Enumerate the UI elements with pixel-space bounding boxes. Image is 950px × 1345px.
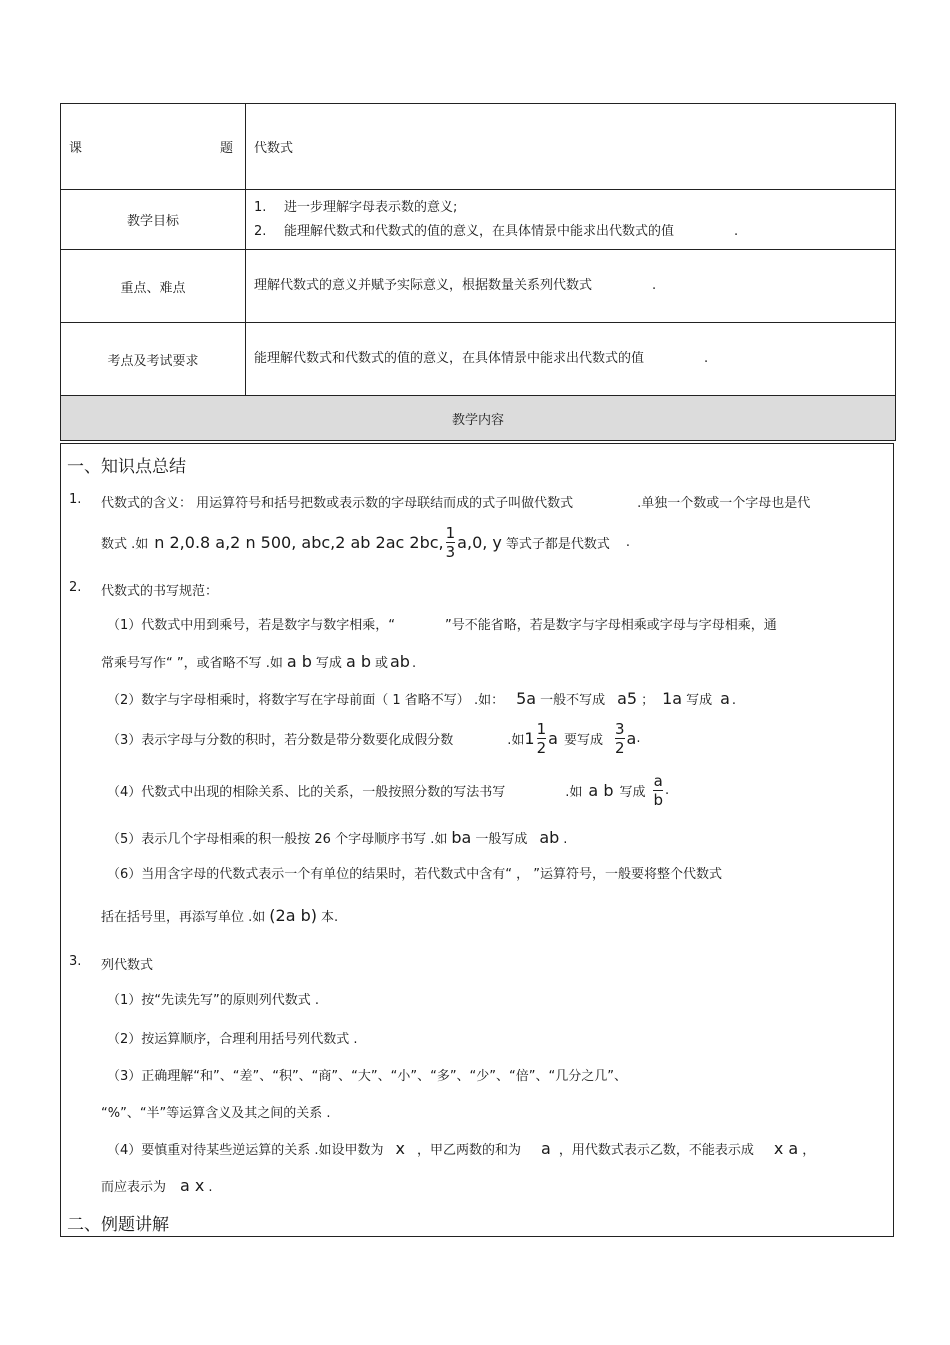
goals-label: 教学目标 xyxy=(61,190,246,249)
rule-1-text-f: . xyxy=(411,656,417,671)
topic-label xyxy=(61,104,246,189)
row-exam-requirements xyxy=(61,323,895,396)
topic-value xyxy=(246,104,895,189)
rule-4-text-d: . xyxy=(665,783,670,798)
rule-3-math-a: a xyxy=(548,729,558,748)
item-1-math-2: a,0, y xyxy=(457,533,502,552)
rule-1-math-2: a b xyxy=(345,652,371,671)
rule-5-text-c: . xyxy=(563,832,568,847)
exam-dot: . xyxy=(704,351,709,366)
teaching-content-box xyxy=(60,443,894,1237)
step-4-text-b: ，甲乙两数的和为 xyxy=(417,1143,522,1158)
topic-text: 代数式 xyxy=(254,141,294,156)
frac-den: 2 xyxy=(536,739,547,757)
rule-6-line-a: （6）当用含字母的代数式表示一个有单位的结果时，若代数式中含有“ ， ”运算符号，一般要将整个代数式 xyxy=(107,867,723,882)
rule-2-math-4: a xyxy=(720,689,730,708)
row-key-points xyxy=(61,250,895,323)
fraction-a-over-b xyxy=(653,772,663,809)
fraction-three-halves xyxy=(615,720,625,757)
rule-2-text-b: 一般不写成 xyxy=(540,693,606,708)
frac-num: a xyxy=(653,772,663,790)
goal-1-num: 1. xyxy=(254,199,267,215)
rule-4-math: a b xyxy=(588,781,614,800)
rule-1-text-d: 写成 xyxy=(315,656,342,671)
rule-4-text-b: .如 xyxy=(565,785,583,800)
rule-6-math: (2a b) xyxy=(269,906,317,925)
goal-item-1 xyxy=(254,196,895,220)
item-2-num: 2. xyxy=(69,580,82,595)
rule-3-text-d: . xyxy=(636,731,641,746)
step-4-math-1: x xyxy=(395,1139,406,1158)
step-1: （1）按“先读先写”的原则列代数式 . xyxy=(107,993,320,1008)
step-4-line-b xyxy=(101,1176,213,1195)
frac-num: 3 xyxy=(614,720,625,738)
goal-1-text: 进一步理解字母表示数的意义; xyxy=(284,199,458,215)
rule-1-line-b xyxy=(101,652,416,671)
exam-text: 能理解代数式和代数式的值的意义，在具体情景中能求出代数式的值 xyxy=(254,351,645,366)
item-3-text: 列代数式 xyxy=(101,958,154,973)
item-1-text-a: 代数式的含义： 用运算符号和括号把数或表示数的字母联结而成的式子叫做代数式 xyxy=(101,496,574,511)
item-1-line-b xyxy=(101,524,630,561)
step-3-line-a: （3）正确理解“和”、“差”、“积”、“商”、“大”、“小”、“多”、“少”、“倍”、“几分之几”、 xyxy=(107,1069,627,1084)
rule-1-math-1: a b xyxy=(286,652,312,671)
goal-item-2 xyxy=(254,220,895,244)
step-4-text-e: 而应表示为 xyxy=(101,1180,167,1195)
rule-6-line-b xyxy=(101,906,338,925)
row-topic xyxy=(61,104,895,190)
goal-2-text: 能理解代数式和代数式的值的意义，在具体情景中能求出代数式的值 xyxy=(284,223,675,239)
item-1-text-d: 等式子都是代数式 xyxy=(505,537,610,552)
section-heading-1: 一、知识点总结 xyxy=(67,457,186,477)
lesson-header-table xyxy=(60,103,896,441)
step-4-text-c: ，用代数式表示乙数，不能表示成 xyxy=(558,1143,754,1158)
rule-5-text-a: （5）表示几个字母相乘的积一般按 26 个字母顺序书写 .如 xyxy=(107,832,448,847)
key-points-text: 理解代数式的意义并赋予实际意义，根据数量关系列代数式 xyxy=(254,278,593,293)
step-4-line-a xyxy=(107,1139,815,1158)
topic-label-b: 题 xyxy=(219,141,233,156)
frac-den: 3 xyxy=(445,543,456,561)
frac-num: 1 xyxy=(536,720,547,738)
rule-5-line xyxy=(107,828,567,847)
rule-2-text-e: . xyxy=(731,693,737,708)
rule-2-line xyxy=(107,689,736,708)
item-2-text: 代数式的书写规范： xyxy=(101,584,219,599)
key-points-label: 重点、难点 xyxy=(61,250,246,322)
rule-3-math-a2: a xyxy=(626,729,637,748)
item-1-line-a xyxy=(101,492,810,511)
key-points-dot: . xyxy=(652,278,657,293)
goals-value xyxy=(246,190,895,249)
goal-2-num: 2. xyxy=(254,223,267,239)
rule-3-text-a: （3）表示字母与分数的积时，若分数是带分数要化成假分数 xyxy=(107,733,454,748)
item-1-text-e: . xyxy=(625,535,631,550)
rule-3-line xyxy=(107,720,640,757)
rule-6-text-b: 括在括号里，再添写单位 .如 xyxy=(101,910,266,925)
exam-label: 考点及考试要求 xyxy=(61,323,246,395)
item-1-math: n 2,0.8 a,2 n 500, abc,2 ab 2ac 2bc, xyxy=(154,533,444,552)
row-goals xyxy=(61,190,895,250)
rule-2-text-c: ； xyxy=(641,693,655,708)
frac-num: 1 xyxy=(445,524,456,542)
frac-den: b xyxy=(653,791,664,809)
rule-3-text-b: .如 xyxy=(507,733,525,748)
rule-6-text-c: 本. xyxy=(320,910,339,925)
rule-2-math-1: 5a xyxy=(516,689,537,708)
rule-1-text-b: ”号不能省略，若是数字与字母相乘或字母与字母相乘，通 xyxy=(445,618,777,633)
step-4-text-a: （4）要慎重对待某些逆运算的关系 .如设甲数为 xyxy=(107,1143,384,1158)
fraction-one-third xyxy=(446,524,456,561)
rule-5-text-b: 一般写成 xyxy=(475,832,528,847)
item-1-num: 1. xyxy=(69,492,82,507)
rule-1-math-3: ab xyxy=(390,652,410,671)
key-points-value xyxy=(246,250,895,322)
exam-value xyxy=(246,323,895,395)
item-3-num: 3. xyxy=(69,954,82,969)
rule-4-line xyxy=(107,772,669,809)
step-4-text-d: ， xyxy=(802,1143,816,1158)
fraction-one-half xyxy=(537,720,547,757)
rule-1-text-a: （1）代数式中用到乘号，若是数字与数字相乘，“ xyxy=(107,618,396,633)
item-1-text-b: .单独一个数或一个字母也是代 xyxy=(637,496,811,511)
step-4-math-2: a xyxy=(541,1139,551,1158)
goal-2-dot: . xyxy=(734,223,739,239)
rule-4-text-a: （4）代数式中出现的相除关系、比的关系，一般按照分数的写法书写 xyxy=(107,785,506,800)
section-heading-2: 二、例题讲解 xyxy=(67,1215,169,1235)
step-3-line-b: “%”、“半”等运算含义及其之间的关系 . xyxy=(101,1106,331,1121)
rule-2-text-a: （2）数字与字母相乘时，将数字写在字母前面（ 1 省略不写） .如： xyxy=(107,693,505,708)
rule-1-line-a xyxy=(107,614,777,633)
rule-2-math-3: 1a xyxy=(662,689,683,708)
rule-1-text-c: 常乘号写作“ ”，或省略不写 .如 xyxy=(101,656,283,671)
rule-2-math-2: a5 xyxy=(617,689,638,708)
step-2: （2）按运算顺序，合理利用括号列代数式 . xyxy=(107,1032,358,1047)
rule-5-math-1: ba xyxy=(451,828,472,847)
mixed-number-whole: 1 xyxy=(524,729,535,748)
topic-label-a: 课 xyxy=(69,141,83,156)
rule-1-text-e: 或 xyxy=(374,656,388,671)
rule-2-text-d: 写成 xyxy=(686,693,713,708)
row-teaching-content-header: 教学内容 xyxy=(61,396,895,441)
frac-den: 2 xyxy=(614,739,625,757)
item-1-text-c: 数式 .如 xyxy=(101,537,149,552)
step-4-text-f: . xyxy=(208,1180,213,1195)
rule-5-math-2: ab xyxy=(539,828,560,847)
step-4-math-4: a x xyxy=(180,1176,205,1195)
step-4-math-3: x a xyxy=(773,1139,799,1158)
rule-4-text-c: 写成 xyxy=(619,785,646,800)
rule-3-text-c: 要写成 xyxy=(563,733,603,748)
